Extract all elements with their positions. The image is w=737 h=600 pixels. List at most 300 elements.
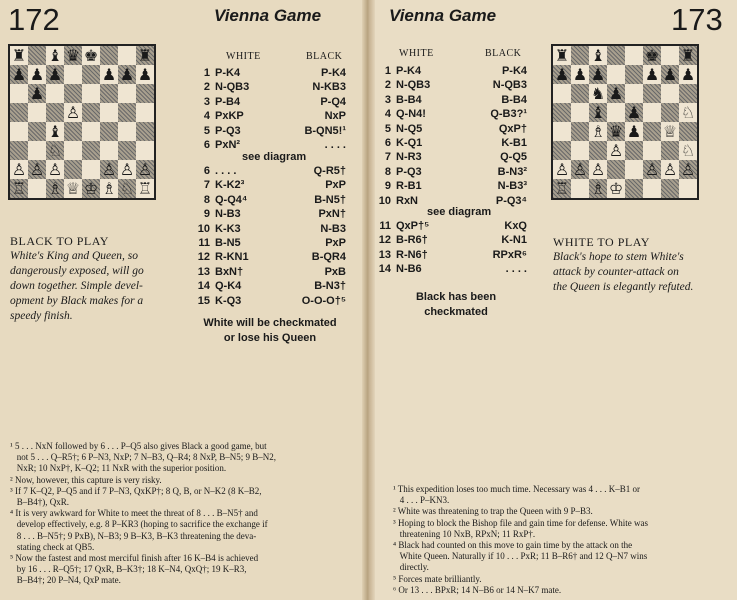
white-move: . . . . xyxy=(215,165,237,177)
black-pawn-icon: ♟ xyxy=(29,84,45,103)
board-square xyxy=(553,141,571,160)
black-move: N-B3 xyxy=(320,222,346,235)
black-pawn-icon: ♟ xyxy=(11,65,27,84)
caption-text xyxy=(10,249,182,324)
white-move: QxP†⁵ xyxy=(396,220,430,232)
footnote-line: ⁵ Now the fastest and most merciful finish after 16 K–B4 is achieved xyxy=(10,553,259,564)
move-row xyxy=(375,219,527,233)
white-move: N-QB3 xyxy=(215,81,250,94)
white-pawn-icon: ♙ xyxy=(137,160,153,179)
board-square xyxy=(100,141,118,160)
board-square xyxy=(64,65,82,84)
move-row xyxy=(375,107,527,121)
move-row xyxy=(194,109,346,123)
footnote-line: ¹ 5 . . . NxN followed by 6 . . . P–Q5 also gives Black a good game, but xyxy=(10,441,267,451)
white-move: Q-N4! xyxy=(396,108,426,121)
caption-heading: WHITE TO PLAY xyxy=(553,235,650,249)
footnote-line: stating check at QB5. xyxy=(10,541,95,552)
white-move: K-Q1 xyxy=(396,136,423,149)
board-square xyxy=(661,46,679,65)
white-move: B-B4 xyxy=(396,93,422,106)
move-row xyxy=(375,179,527,193)
white-pawn-icon: ♙ xyxy=(47,160,63,179)
move-number: 14 xyxy=(378,263,391,276)
board-square xyxy=(625,160,643,179)
white-knight-icon: ♘ xyxy=(680,103,696,122)
black-move: PxB xyxy=(324,265,346,278)
board-square xyxy=(136,103,154,122)
board-square xyxy=(136,84,154,103)
board-square xyxy=(571,179,589,198)
move-row xyxy=(194,265,346,279)
summary-line: Black has been xyxy=(415,291,497,303)
white-move: K-Q3 xyxy=(215,294,242,307)
board-square xyxy=(100,122,118,141)
white-pawn-icon: ♙ xyxy=(65,103,81,122)
black-move: N-QB3 xyxy=(492,79,527,92)
board-square xyxy=(571,46,589,65)
move-number: 3 xyxy=(384,93,391,106)
move-list xyxy=(194,66,346,152)
board-square xyxy=(118,46,136,65)
footnote-line: ⁴ Black had counted on this move to gain time by the attack on the xyxy=(393,540,633,551)
board-square xyxy=(118,103,136,122)
black-pawn-icon: ♟ xyxy=(644,65,660,84)
move-list-continued xyxy=(194,164,346,308)
board-square xyxy=(571,141,589,160)
white-knight-icon: ♘ xyxy=(680,141,696,160)
black-move: P-Q3⁴ xyxy=(495,194,527,207)
black-pawn-icon: ♟ xyxy=(137,65,153,84)
move-number: 6 xyxy=(203,165,210,177)
footnote-line: ¹ This expedition loses too much time. Necessary was 4 . . . K–B1 or xyxy=(393,484,640,494)
move-number: 4 xyxy=(384,108,391,121)
board-square xyxy=(82,122,100,141)
black-move: RPxR⁶ xyxy=(492,248,527,261)
board-square xyxy=(10,141,28,160)
move-list xyxy=(375,64,527,208)
move-row xyxy=(375,136,527,150)
board-square xyxy=(679,84,697,103)
white-move: P-Q3 xyxy=(396,165,422,178)
board-square xyxy=(46,84,64,103)
board-square xyxy=(661,179,679,198)
board-square xyxy=(571,103,589,122)
move-number: 13 xyxy=(378,248,391,261)
white-move: PxN² xyxy=(215,138,241,151)
chess-diagram xyxy=(8,44,156,200)
black-move: B-N5† xyxy=(314,193,346,206)
move-row xyxy=(375,150,527,164)
black-move: Q-R5† xyxy=(313,165,346,177)
move-number: 7 xyxy=(384,151,391,164)
move-number: 11 xyxy=(198,236,210,249)
footnote-line: ⁶ Or 13 . . . BPxR; 14 N–B6 or 14 N–K7 mate. xyxy=(393,584,562,595)
black-queen-icon: ♛ xyxy=(65,46,81,65)
white-column-header: WHITE xyxy=(226,51,261,62)
footnote-line: ⁴ It is very awkward for White to meet the threat of 8 . . . B–N5† and xyxy=(10,508,258,519)
white-pawn-icon: ♙ xyxy=(590,160,606,179)
black-rook-icon: ♜ xyxy=(137,46,153,65)
board-square xyxy=(553,122,571,141)
white-pawn-icon: ♙ xyxy=(101,160,117,179)
white-pawn-icon: ♙ xyxy=(119,160,135,179)
white-move: BxN† xyxy=(215,265,244,278)
board-square xyxy=(118,84,136,103)
board-square xyxy=(64,84,82,103)
black-move: KxQ xyxy=(504,220,527,232)
white-move: R-B1 xyxy=(396,180,422,193)
black-move: Q-Q5 xyxy=(500,151,527,164)
move-number: 15 xyxy=(197,294,210,307)
black-pawn-icon: ♟ xyxy=(47,65,63,84)
black-pawn-icon: ♟ xyxy=(662,65,678,84)
board-square xyxy=(100,46,118,65)
black-move: P-K4 xyxy=(501,65,527,77)
see-diagram-note: see diagram xyxy=(427,206,492,218)
black-move: QxP† xyxy=(498,122,527,135)
board-square xyxy=(643,179,661,198)
white-move: P-B4 xyxy=(215,95,241,108)
see-diagram-note: see diagram xyxy=(242,151,307,163)
black-pawn-icon: ♟ xyxy=(608,84,624,103)
move-row xyxy=(194,164,346,178)
caption-line: White's King and Queen, so xyxy=(10,250,138,262)
right-page xyxy=(371,0,737,600)
footnote-line: NxR; 10 NxP†, K–Q2; 11 NxR with the superior position. xyxy=(10,463,227,474)
move-row xyxy=(375,233,527,247)
white-move: R-N6† xyxy=(396,248,428,261)
footnote-line: White Queen. Naturally if 10 . . . PxR; 11 B–R6† and 12 Q–N7 wins xyxy=(393,551,648,562)
white-bishop-icon: ♗ xyxy=(590,179,606,198)
black-king-icon: ♚ xyxy=(83,46,99,65)
white-move: P-K4 xyxy=(396,65,422,77)
white-knight-icon: ♘ xyxy=(119,179,135,198)
board-square xyxy=(643,103,661,122)
board-square xyxy=(607,160,625,179)
board-square xyxy=(64,160,82,179)
black-pawn-icon: ♟ xyxy=(590,65,606,84)
black-move: N-B3³ xyxy=(497,180,527,193)
black-move: B-N3† xyxy=(314,280,346,293)
black-move: B-QN5!¹ xyxy=(304,124,346,137)
footnote-line: ² White was threatening to trap the Queen with 9 P–B3. xyxy=(393,506,593,517)
white-king-icon: ♔ xyxy=(608,179,624,198)
caption-line: Black's hope to stem White's xyxy=(553,251,684,263)
black-move: . . . . xyxy=(505,263,527,276)
move-number: 11 xyxy=(379,220,391,232)
move-row xyxy=(375,165,527,179)
move-row xyxy=(375,248,527,262)
footnote-line: ³ If 7 K–Q2, P–Q5 and if 7 P–N3, QxKP†; 8 Q, B, or N–K2 (8 K–B2, xyxy=(10,485,262,496)
page-number: 173 xyxy=(671,2,723,37)
black-move: NxP xyxy=(324,110,346,123)
page-title: Vienna Game xyxy=(389,6,497,25)
white-move: PxKP xyxy=(215,110,244,123)
footnote-line: 8 . . . B–N5†; 9 PxB), N–B3; 9 B–K3, B–K3 threatening the deva- xyxy=(10,530,257,541)
board-square xyxy=(10,122,28,141)
move-number: 14 xyxy=(197,280,210,293)
white-knight-icon: ♘ xyxy=(47,141,63,160)
white-move: Q-K4 xyxy=(215,280,242,293)
black-column-header: BLACK xyxy=(485,48,522,59)
move-number: 10 xyxy=(197,222,210,235)
board-square xyxy=(661,141,679,160)
move-number: 9 xyxy=(203,208,210,221)
board-square xyxy=(28,46,46,65)
white-pawn-icon: ♙ xyxy=(680,160,696,179)
footnote-line: B–B4†; 20 P–N4, QxP mate. xyxy=(10,575,121,586)
board-square xyxy=(625,179,643,198)
white-move: P-Q3 xyxy=(215,124,241,137)
black-move: N-KB3 xyxy=(312,81,346,94)
move-row xyxy=(375,262,527,276)
black-move: PxP xyxy=(325,236,346,249)
board-square xyxy=(643,141,661,160)
board-square xyxy=(136,122,154,141)
board-square xyxy=(625,84,643,103)
black-rook-icon: ♜ xyxy=(554,46,570,65)
footnote-line: directly. xyxy=(393,562,429,573)
board-square xyxy=(661,84,679,103)
black-move: B-B4 xyxy=(501,93,527,106)
move-number: 1 xyxy=(384,65,391,77)
move-number: 9 xyxy=(384,180,391,193)
footnotes xyxy=(393,484,733,596)
move-row xyxy=(375,78,527,92)
board-square xyxy=(100,84,118,103)
board-square xyxy=(82,84,100,103)
black-pawn-icon: ♟ xyxy=(680,65,696,84)
white-bishop-icon: ♗ xyxy=(101,179,117,198)
board-square xyxy=(607,103,625,122)
black-pawn-icon: ♟ xyxy=(626,122,642,141)
black-move: . . . . xyxy=(324,138,346,151)
move-row xyxy=(375,64,527,78)
white-move: N-B6 xyxy=(396,263,422,276)
board-square xyxy=(82,65,100,84)
black-pawn-icon: ♟ xyxy=(572,65,588,84)
black-move: B-N3² xyxy=(497,165,527,178)
move-row xyxy=(194,207,346,221)
black-pawn-icon: ♟ xyxy=(119,65,135,84)
white-move: K-K3 xyxy=(215,222,241,235)
caption-line: speedy finish. xyxy=(10,310,73,322)
board-square xyxy=(625,65,643,84)
board-square xyxy=(571,84,589,103)
black-move: K-N1 xyxy=(501,234,527,247)
board-square xyxy=(28,179,46,198)
footnote-line: ⁵ Forces mate brilliantly. xyxy=(393,573,482,584)
black-move: PxN† xyxy=(318,208,346,221)
white-pawn-icon: ♙ xyxy=(572,160,588,179)
black-king-icon: ♚ xyxy=(644,46,660,65)
move-number: 6 xyxy=(384,136,391,149)
black-rook-icon: ♜ xyxy=(11,46,27,65)
caption-heading: BLACK TO PLAY xyxy=(10,234,109,248)
move-list-continued xyxy=(375,219,527,277)
move-row xyxy=(194,178,346,192)
board-square xyxy=(607,46,625,65)
white-move: N-R3 xyxy=(396,151,422,164)
move-row xyxy=(194,124,346,138)
black-bishop-icon: ♝ xyxy=(47,122,63,141)
caption-line: down together. Simple devel- xyxy=(10,280,143,292)
board-square xyxy=(118,122,136,141)
white-rook-icon: ♖ xyxy=(554,179,570,198)
book-gutter xyxy=(362,0,375,600)
board-square xyxy=(661,103,679,122)
white-move: Q-Q4⁴ xyxy=(215,193,248,206)
move-number: 12 xyxy=(378,234,391,247)
footnote-line: not 5 . . . Q–R5†; 6 P–N3, NxP; 7 N–B3, Q–R4; 8 NxP, B–N5; 9 B–N2, xyxy=(10,452,277,463)
white-move: RxN xyxy=(396,194,419,207)
white-move: N-QB3 xyxy=(396,79,431,92)
white-pawn-icon: ♙ xyxy=(554,160,570,179)
board-square xyxy=(136,141,154,160)
black-move: P-K4 xyxy=(320,67,346,79)
board-square xyxy=(64,122,82,141)
summary-note xyxy=(391,290,521,320)
footnote-line: threatening 10 NxB, RPxN; 11 RxP†. xyxy=(393,528,536,539)
move-number: 10 xyxy=(378,194,391,207)
board-square xyxy=(28,122,46,141)
board-square xyxy=(607,65,625,84)
board-square xyxy=(571,122,589,141)
white-move: P-K4 xyxy=(215,67,241,79)
move-number: 5 xyxy=(203,124,210,137)
caption-text xyxy=(553,250,733,295)
board-square xyxy=(100,103,118,122)
move-number: 7 xyxy=(203,179,210,192)
board-square xyxy=(643,84,661,103)
white-move: N-Q5 xyxy=(396,122,423,135)
footnote-line: ³ Hoping to block the Bishop file and gain time for defense. White was xyxy=(393,517,648,528)
white-bishop-icon: ♗ xyxy=(47,179,63,198)
footnote-line: by 16 . . . R–Q5†; 17 QxR, B–K3†; 18 K–N4, QxQ†; 19 K–R3, xyxy=(10,564,247,575)
move-row xyxy=(194,193,346,207)
board-square xyxy=(82,103,100,122)
black-queen-icon: ♛ xyxy=(608,122,624,141)
board-square xyxy=(28,141,46,160)
board-square xyxy=(10,103,28,122)
board-square xyxy=(553,103,571,122)
move-number: 8 xyxy=(203,193,210,206)
black-move: O-O-O†⁵ xyxy=(301,294,346,307)
chess-diagram xyxy=(551,44,699,200)
move-row xyxy=(375,93,527,107)
board-square xyxy=(589,141,607,160)
move-row xyxy=(194,66,346,80)
move-row xyxy=(194,95,346,109)
white-pawn-icon: ♙ xyxy=(662,160,678,179)
caption-line: opment by Black makes for a xyxy=(10,295,144,307)
board-square xyxy=(643,122,661,141)
black-pawn-icon: ♟ xyxy=(29,65,45,84)
move-number: 13 xyxy=(197,265,210,278)
footnote-line: B–B4†), QxR. xyxy=(10,497,70,508)
black-bishop-icon: ♝ xyxy=(590,103,606,122)
white-pawn-icon: ♙ xyxy=(29,160,45,179)
white-move: N-B3 xyxy=(215,208,241,221)
footnote-line: develop effectively, e.g. 8 P–KR3 (hoping to sacrifice the exchange if xyxy=(10,519,268,530)
footnote-line: 4 . . . P–KN3. xyxy=(393,495,450,506)
move-number: 2 xyxy=(384,79,391,92)
board-square xyxy=(82,141,100,160)
move-number: 8 xyxy=(384,165,391,178)
white-move: K-K2³ xyxy=(215,179,245,192)
white-move: B-N5 xyxy=(215,236,241,249)
black-pawn-icon: ♟ xyxy=(554,65,570,84)
black-bishop-icon: ♝ xyxy=(590,46,606,65)
black-move: Q-B3?¹ xyxy=(490,108,527,121)
move-number: 1 xyxy=(203,67,210,79)
board-square xyxy=(10,84,28,103)
white-pawn-icon: ♙ xyxy=(644,160,660,179)
move-number: 2 xyxy=(203,81,210,94)
summary-note xyxy=(190,316,350,346)
board-square xyxy=(82,160,100,179)
move-number: 5 xyxy=(384,122,391,135)
black-bishop-icon: ♝ xyxy=(47,46,63,65)
footnotes xyxy=(10,441,358,587)
black-move: B-QR4 xyxy=(311,251,346,264)
caption-line: attack by counter-attack on xyxy=(553,266,679,278)
caption-line: the Queen is elegantly refuted. xyxy=(553,281,694,293)
white-move: R-KN1 xyxy=(215,251,249,264)
move-number: 6 xyxy=(203,138,210,151)
move-row xyxy=(194,80,346,94)
board-square xyxy=(625,141,643,160)
board-square xyxy=(64,141,82,160)
white-pawn-icon: ♙ xyxy=(608,141,624,160)
move-row xyxy=(194,222,346,236)
board-square xyxy=(679,179,697,198)
board-square xyxy=(553,84,571,103)
summary-line: checkmated xyxy=(424,306,488,318)
move-row xyxy=(194,294,346,308)
caption-line: dangerously exposed, will go xyxy=(10,265,144,277)
board-square xyxy=(625,46,643,65)
white-column-header: WHITE xyxy=(399,48,434,59)
page-title: Vienna Game xyxy=(214,6,322,25)
board-square xyxy=(679,122,697,141)
white-pawn-icon: ♙ xyxy=(11,160,27,179)
white-bishop-icon: ♗ xyxy=(590,122,606,141)
black-pawn-icon: ♟ xyxy=(626,103,642,122)
move-number: 12 xyxy=(197,251,210,264)
summary-line: White will be checkmated xyxy=(203,317,337,329)
white-king-icon: ♔ xyxy=(83,179,99,198)
move-row xyxy=(375,122,527,136)
black-move: P-Q4 xyxy=(320,95,346,108)
board-square xyxy=(118,141,136,160)
left-page xyxy=(0,0,366,600)
footnote-line: ² Now, however, this capture is very risky. xyxy=(10,474,162,485)
white-rook-icon: ♖ xyxy=(11,179,27,198)
black-move: PxP xyxy=(325,179,346,192)
move-number: 3 xyxy=(203,95,210,108)
white-move: B-R6† xyxy=(396,234,428,247)
move-row xyxy=(194,279,346,293)
white-queen-icon: ♕ xyxy=(65,179,81,198)
black-pawn-icon: ♟ xyxy=(101,65,117,84)
board-square xyxy=(46,103,64,122)
black-rook-icon: ♜ xyxy=(680,46,696,65)
move-row xyxy=(194,236,346,250)
move-row xyxy=(194,250,346,264)
move-number: 4 xyxy=(203,110,210,123)
